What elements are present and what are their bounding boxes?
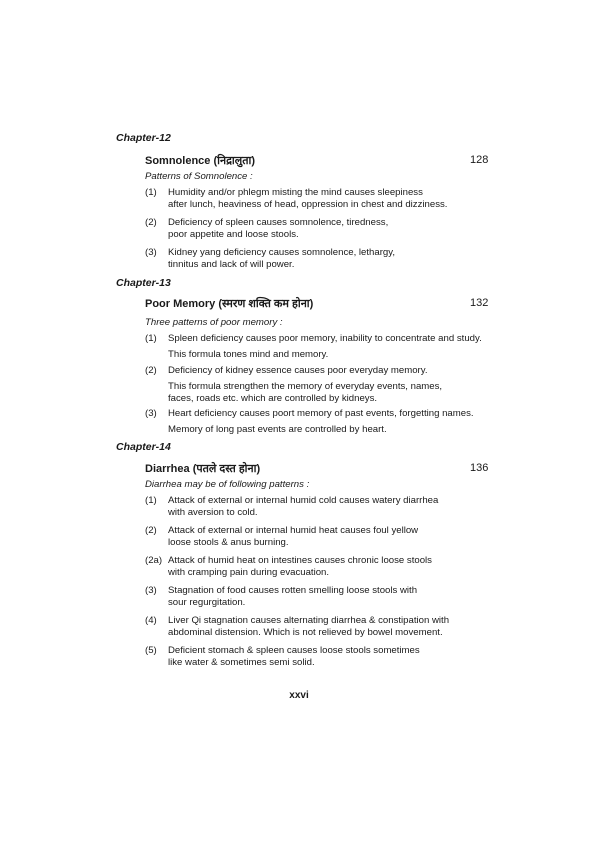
item-text: Attack of external or internal humid cold causes watery diarrhea xyxy=(168,495,439,506)
item-text: after lunch, heaviness of head, oppression in chest and dizziness. xyxy=(168,199,448,210)
chapter-14-page-number: 136 xyxy=(470,462,489,474)
item-text: This formula tones mind and memory. xyxy=(168,349,329,360)
item-text: Heart deficiency causes poort memory of past events, forgetting names. xyxy=(168,408,474,419)
item-number: (2) xyxy=(145,217,157,228)
item-text: poor appetite and loose stools. xyxy=(168,229,299,240)
page-footer-number: xxvi xyxy=(289,690,309,701)
item-number: (1) xyxy=(145,495,157,506)
item-text: Liver Qi stagnation causes alternating diarrhea & constipation with xyxy=(168,615,450,626)
item-text: sour regurgitation. xyxy=(168,597,246,608)
chapter-12-heading: Somnolence (निद्रालुता) xyxy=(145,155,256,167)
chapter-14-heading: Diarrhea (पतले दस्त होना) xyxy=(145,463,261,475)
item-text: abdominal distension. Which is not relieved by bowel movement. xyxy=(168,627,443,638)
item-text: Attack of humid heat on intestines causes chronic loose stools xyxy=(168,555,432,566)
item-text: with aversion to cold. xyxy=(168,507,258,518)
item-number: (1) xyxy=(145,333,157,344)
item-number: (3) xyxy=(145,408,157,419)
item-text: Humidity and/or phlegm misting the mind causes sleepiness xyxy=(168,187,423,198)
item-text: with cramping pain during evacuation. xyxy=(168,567,330,578)
item-number: (2a) xyxy=(145,555,163,566)
item-number: (3) xyxy=(145,585,157,596)
item-text: Deficiency of spleen causes somnolence, tiredness, xyxy=(168,217,389,228)
item-text: Stagnation of food causes rotten smelling loose stools with xyxy=(168,585,418,596)
item-text: Attack of external or internal humid heat causes foul yellow xyxy=(168,525,419,536)
item-number: (5) xyxy=(145,645,157,656)
chapter-13-intro: Three patterns of poor memory : xyxy=(145,317,283,328)
item-text: tinnitus and lack of will power. xyxy=(168,259,295,270)
item-text: Kidney yang deficiency causes somnolence, lethargy, xyxy=(168,247,396,258)
item-text: This formula strengthen the memory of everyday events, names, xyxy=(168,381,443,392)
item-text: loose stools & anus burning. xyxy=(168,537,289,548)
item-text: Deficiency of kidney essence causes poor everyday memory. xyxy=(168,365,428,376)
item-text: Deficient stomach & spleen causes loose stools sometimes xyxy=(168,645,420,656)
chapter-12-label: Chapter-12 xyxy=(116,132,171,144)
item-number: (4) xyxy=(145,615,157,626)
chapter-13-heading: Poor Memory (स्मरण शक्ति कम होना) xyxy=(145,298,314,310)
chapter-13-page-number: 132 xyxy=(470,297,489,309)
chapter-14-label: Chapter-14 xyxy=(116,441,171,453)
item-number: (1) xyxy=(145,187,157,198)
item-text: like water & sometimes semi solid. xyxy=(168,657,315,668)
item-text: faces, roads etc. which are controlled by kidneys. xyxy=(168,393,378,404)
chapter-14-intro: Diarrhea may be of following patterns : xyxy=(145,479,310,490)
item-number: (2) xyxy=(145,365,157,376)
item-text: Memory of long past events are controlled by heart. xyxy=(168,424,387,435)
item-number: (3) xyxy=(145,247,157,258)
chapter-12-page-number: 128 xyxy=(470,154,489,166)
chapter-13-label: Chapter-13 xyxy=(116,277,171,289)
item-text: Spleen deficiency causes poor memory, inability to concentrate and study. xyxy=(168,333,482,344)
item-number: (2) xyxy=(145,525,157,536)
chapter-12-intro: Patterns of Somnolence : xyxy=(145,171,253,182)
